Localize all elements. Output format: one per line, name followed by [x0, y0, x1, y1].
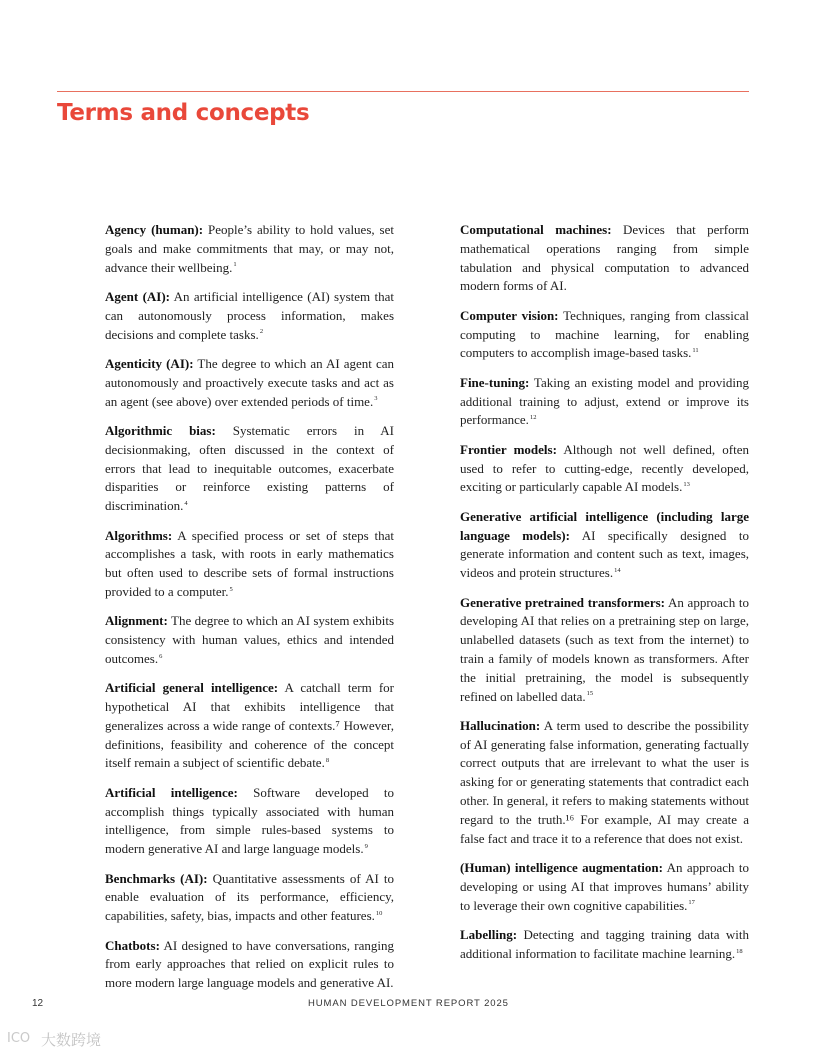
glossary-term: (Human) intelligence augmentation: [460, 860, 663, 876]
glossary-term: Agenticity (AI): [105, 355, 194, 371]
glossary-entry [105, 422, 394, 516]
glossary-entry [460, 441, 749, 497]
glossary-definition: AI specifically designed to generate information and content such as text, images, videos and protein structures. [460, 527, 749, 581]
glossary-term: Benchmarks (AI): [105, 870, 208, 886]
glossary-definition: Devices that perform mathematical operations ranging from simple tabulation and physical computation to advanced modern forms of AI. [460, 222, 750, 294]
glossary-entry [105, 937, 394, 993]
glossary-definition: A term used to describe the possibility of AI generating false information, generating factually correct outputs that are irrelevant to what the user is asking for or generating statements that contradict each other. In general, it refers to making statements without regard to the truth.¹⁶ For example, AI may create a false fact and trace it to a reference that does not exist. [460, 717, 749, 846]
glossary-entry [105, 870, 394, 926]
footnote-ref[interactable]: 8 [325, 757, 330, 765]
footnote-ref[interactable]: 14 [614, 566, 621, 574]
glossary-term: Alignment: [105, 613, 168, 629]
glossary-term: Agent (AI): [105, 288, 171, 304]
glossary-entry [460, 717, 749, 849]
glossary-entry [105, 784, 394, 859]
watermark [6, 1029, 101, 1049]
glossary-definition: An approach to developing or using AI that improves humans’ ability to leverage their own cognitive capabilities. [460, 860, 749, 913]
glossary-definition: AI designed to have conversations, ranging from early approaches that relied on explicit rules to more modern large language models and generative AI. [105, 937, 394, 991]
glossary-definition: The degree to which an AI agent can autonomously and proactively execute tasks and act as an agent (see above) over extended periods of time. [105, 355, 394, 409]
footnote-ref[interactable]: 6 [159, 652, 163, 660]
glossary-entry [460, 926, 749, 964]
glossary-definition: Detecting and tagging training data with additional information to facilitate machine learning. [460, 927, 749, 961]
footnote-ref[interactable]: 17 [688, 899, 695, 907]
glossary-definition: A specified process or set of steps that accomplishes a task, with roots in early mathematics but often used to describe sets of formal instructions provided to a computer. [105, 527, 394, 599]
glossary-term: Labelling: [460, 927, 518, 943]
footnote-ref[interactable]: 5 [229, 585, 233, 593]
glossary-term: Algorithms: [105, 527, 173, 543]
glossary-entry [460, 221, 749, 296]
glossary-entry [105, 527, 394, 602]
glossary-definition: Taking an existing model and providing additional training to adjust, extend or improve its performance. [460, 374, 750, 428]
glossary-term: Computer vision: [460, 307, 559, 323]
page-title: Terms and concepts [57, 100, 310, 126]
header-rule [57, 91, 749, 92]
glossary-entry [105, 679, 394, 773]
glossary-entry [105, 288, 394, 344]
glossary-definition: Quantitative assessments of AI to enable evaluation of its performance, efficiency, capabilities, safety, bias, impacts and other features. [105, 870, 394, 924]
glossary-term: Fine-tuning: [460, 374, 530, 390]
glossary-entry [460, 859, 749, 915]
glossary-term: Agency (human): [105, 222, 204, 237]
page-number: 12 [32, 998, 44, 1009]
footnote-ref[interactable]: 1 [233, 261, 237, 269]
footnote-ref[interactable]: 11 [692, 347, 699, 355]
running-footer: HUMAN DEVELOPMENT REPORT 2025 [308, 998, 509, 1009]
glossary-definition: People’s ability to hold values, set goals and make commitments that may, or may not, advance their wellbeing. [105, 222, 394, 275]
glossary-term: Frontier models: [460, 441, 557, 457]
glossary-definition: Techniques, ranging from classical computing to machine learning, for enabling computers to accomplish image-based tasks. [460, 307, 749, 361]
glossary-entry [105, 612, 394, 668]
glossary-term: Generative artificial intelligence (including large language models): [460, 508, 749, 543]
footnote-ref[interactable]: 9 [364, 842, 368, 850]
glossary-entry [105, 221, 394, 277]
glossary-definition: Software developed to accomplish things typically associated with human intelligence, from simple rules-based systems to modern generative AI and large language models. [105, 784, 394, 857]
glossary-column-left [105, 221, 394, 1004]
footnote-ref[interactable]: 13 [683, 481, 690, 489]
glossary-entry [460, 508, 749, 583]
glossary-entry [105, 355, 394, 411]
glossary-term: Artificial general intelligence: [105, 680, 279, 696]
glossary-term: Computational machines: [460, 222, 612, 237]
glossary-entry [460, 374, 749, 430]
glossary-column-right [460, 221, 749, 974]
footnote-ref[interactable]: 18 [736, 947, 743, 955]
footnote-ref[interactable]: 10 [375, 909, 383, 917]
glossary-term: Chatbots: [105, 937, 160, 953]
glossary-entry [460, 594, 749, 707]
glossary-definition: The degree to which an AI system exhibits consistency with human values, ethics and intended outcomes. [105, 613, 394, 666]
glossary-term: Algorithmic bias: [105, 422, 216, 438]
footnote-ref[interactable]: 12 [529, 414, 537, 422]
footnote-ref[interactable]: 3 [374, 395, 378, 403]
footnote-ref[interactable]: 15 [586, 690, 594, 698]
glossary-term: Generative pretrained transformers: [460, 594, 665, 610]
glossary-definition: An approach to developing AI that relies on a pretraining step on large, unlabelled datasets (such as text from the internet) to train a family of models known as transformers. After the initial pretraining, the model is subsequently refined on labelled data. [460, 594, 749, 704]
watermark-text: 大数跨境 [41, 1030, 102, 1049]
glossary-entry [460, 307, 749, 363]
footnote-ref[interactable]: 4 [184, 499, 188, 507]
footnote-ref[interactable]: 2 [259, 328, 264, 336]
glossary-definition: Systematic errors in AI decisionmaking, often discussed in the context of errors that lead to inequitable outcomes, exacerbate disparities or reinforce existing patterns of discrimination. [105, 422, 394, 514]
glossary-definition: An artificial intelligence (AI) system that can autonomously process information, makes decisions and complete tasks. [105, 288, 394, 342]
svg-text:ICO: ICO [7, 1030, 31, 1046]
glossary-definition: A catchall term for hypothetical AI that exhibits intelligence that generalizes across a wide range of contexts.⁷ However, definitions, feasibility and coherence of the concept itself remain a subject of scientific debate. [105, 680, 394, 771]
glossary-term: Artificial intelligence: [105, 784, 238, 800]
ico-logo-icon [6, 1027, 38, 1052]
glossary-definition: Although not well defined, often used to refer to cutting-edge, recently developed, exciting or particularly capable AI models. [460, 441, 749, 495]
glossary-term: Hallucination: [460, 717, 541, 733]
